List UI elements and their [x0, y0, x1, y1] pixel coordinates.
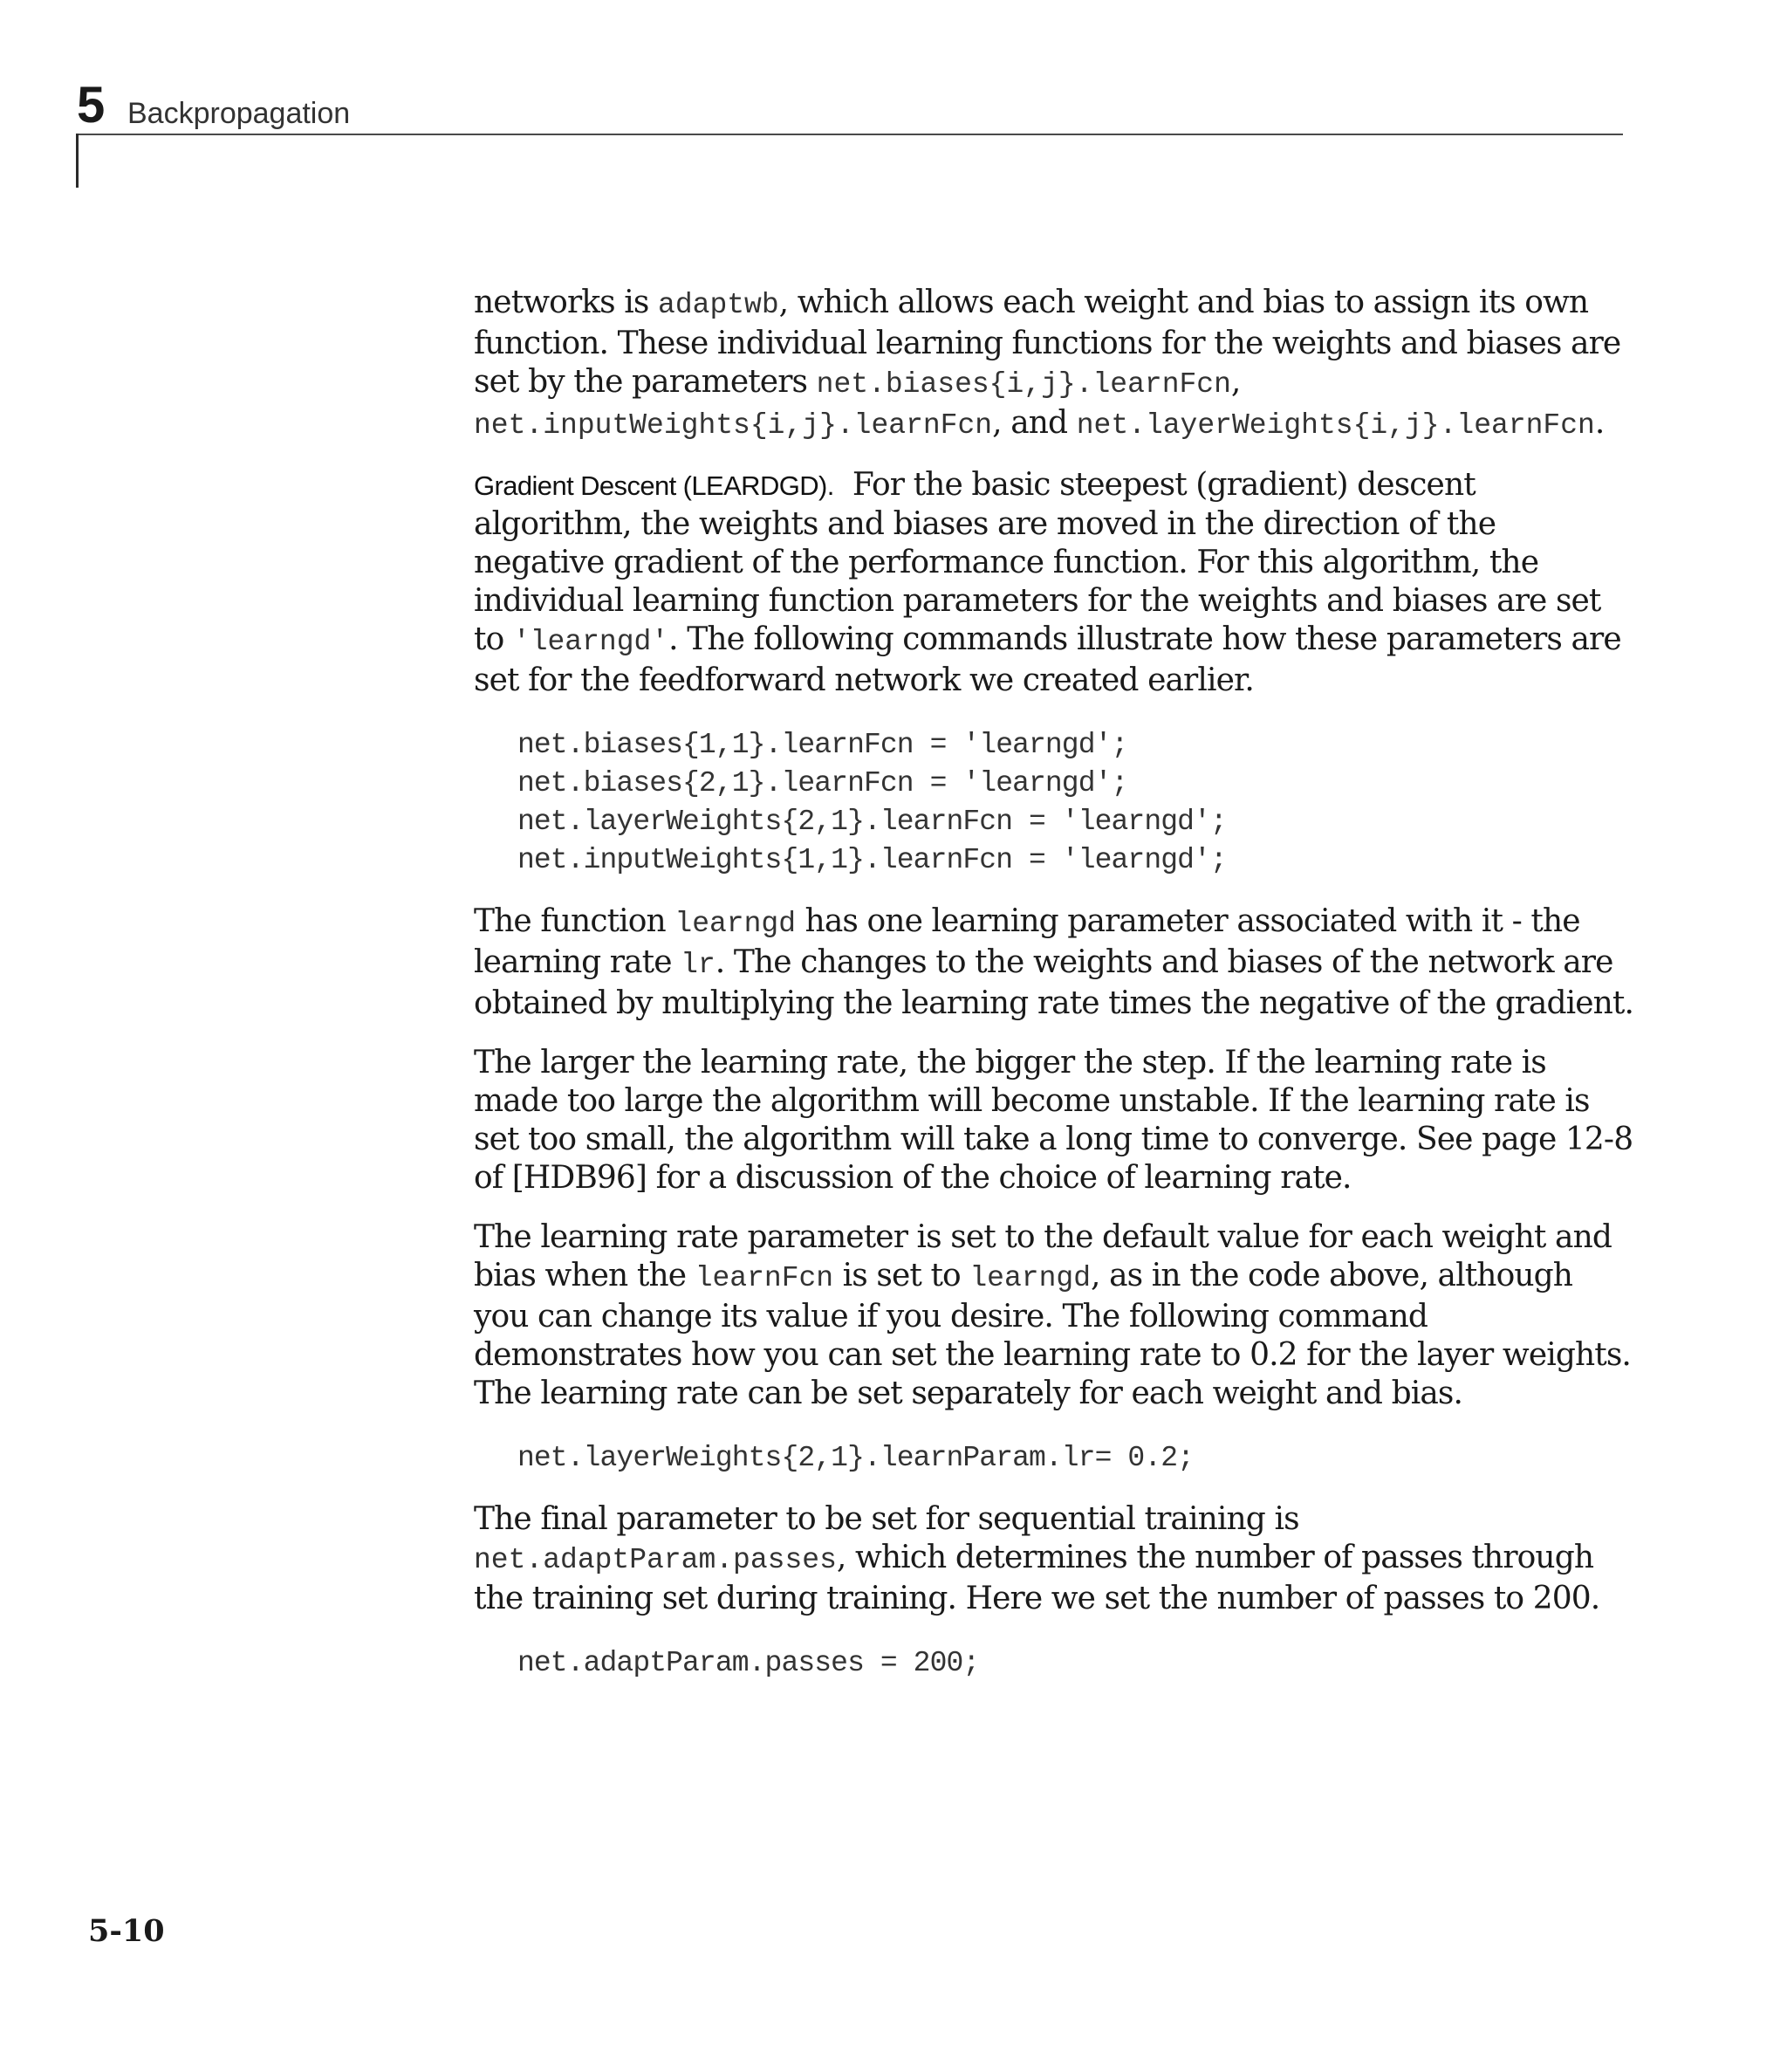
code-layerweights-learnfcn: net.layerWeights{i,j}.learnFcn — [1076, 409, 1595, 442]
code-learngd-2: learngd — [969, 1262, 1091, 1294]
code-learngd-string: 'learngd' — [512, 626, 669, 658]
code-block-learnparam: net.layerWeights{2,1}.learnParam.lr= 0.2; — [517, 1442, 1195, 1474]
code-block-learnfcn: net.biases{1,1}.learnFcn = 'learngd'; net.biases{2,1}.learnFcn = 'learngd'; net.layerWeights{2,1}.learnFcn = 'learngd'; net.inputWeights{1,1}.learnFcn = 'learngd'; — [517, 729, 1227, 876]
page-number: 5-10 — [88, 1913, 165, 1949]
page-body — [474, 284, 1634, 1705]
header-margin-bar — [76, 134, 79, 188]
code-learngd: learngd — [674, 908, 797, 940]
code-inputweights-learnfcn: net.inputWeights{i,j}.learnFcn — [474, 409, 993, 442]
section-heading: Gradient Descent (LEARDGD). — [474, 470, 834, 501]
default-rate-paragraph: The learning rate parameter is set to the default value for each weight and bias when the learnFcn is set to learngd, as in the code above, although you can change its value if you desire. The following command demonstrates how you can set the learning rate to 0.2 for the layer weights. The learning rate can be set separately for each weight and bias. — [474, 1219, 1631, 1411]
code-learnfcn: learnFcn — [695, 1262, 834, 1294]
passes-paragraph: The final parameter to be set for sequential training is net.adaptParam.passes, which determines the number of passes through the training set during training. Here we set the number of passes to 200. — [474, 1501, 1600, 1616]
chapter-title: Backpropagation — [127, 97, 351, 130]
gradient-descent-paragraph: Gradient Descent (LEARDGD). For the basic steepest (gradient) descent algorithm, the weights and biases are moved in the direction of the negative gradient of the performance function. For this algorithm, the individual learning function parameters for the weights and biases are set to 'learngd'. The following commands illustrate how these parameters are set for the feedforward network we created earlier. — [474, 467, 1621, 698]
learning-rate-paragraph: The larger the learning rate, the bigger the step. If the learning rate is made too large the algorithm will become unstable. If the learning rate is set too small, the algorithm will take a long time to converge. See page 12-8 of [HDB96] for a discussion of the choice of learning rate. — [474, 1045, 1633, 1196]
code-adaptwb: adaptwb — [658, 289, 779, 321]
header-rule — [76, 134, 1623, 135]
code-lr: lr — [681, 949, 715, 981]
code-block-passes: net.adaptParam.passes = 200; — [517, 1647, 980, 1679]
intro-paragraph: networks is adaptwb, which allows each weight and bias to assign its own function. These individual learning functions for the weights and biases are set by the parameters net.biases{i,j}.learnFcn, net.inputWeights{i,j}.learnFcn, and net.layerWeights{i,j}.learnFcn. — [474, 285, 1621, 442]
chapter-number: 5 — [77, 77, 106, 134]
code-biases-learnfcn: net.biases{i,j}.learnFcn — [816, 368, 1231, 401]
learngd-paragraph: The function learngd has one learning parameter associated with it - the learning rate lr. The changes to the weights and biases of the network are obtained by multiplying the learning rate times the negative of the gradient. — [474, 903, 1634, 1021]
code-adaptparam-passes: net.adaptParam.passes — [474, 1544, 837, 1576]
